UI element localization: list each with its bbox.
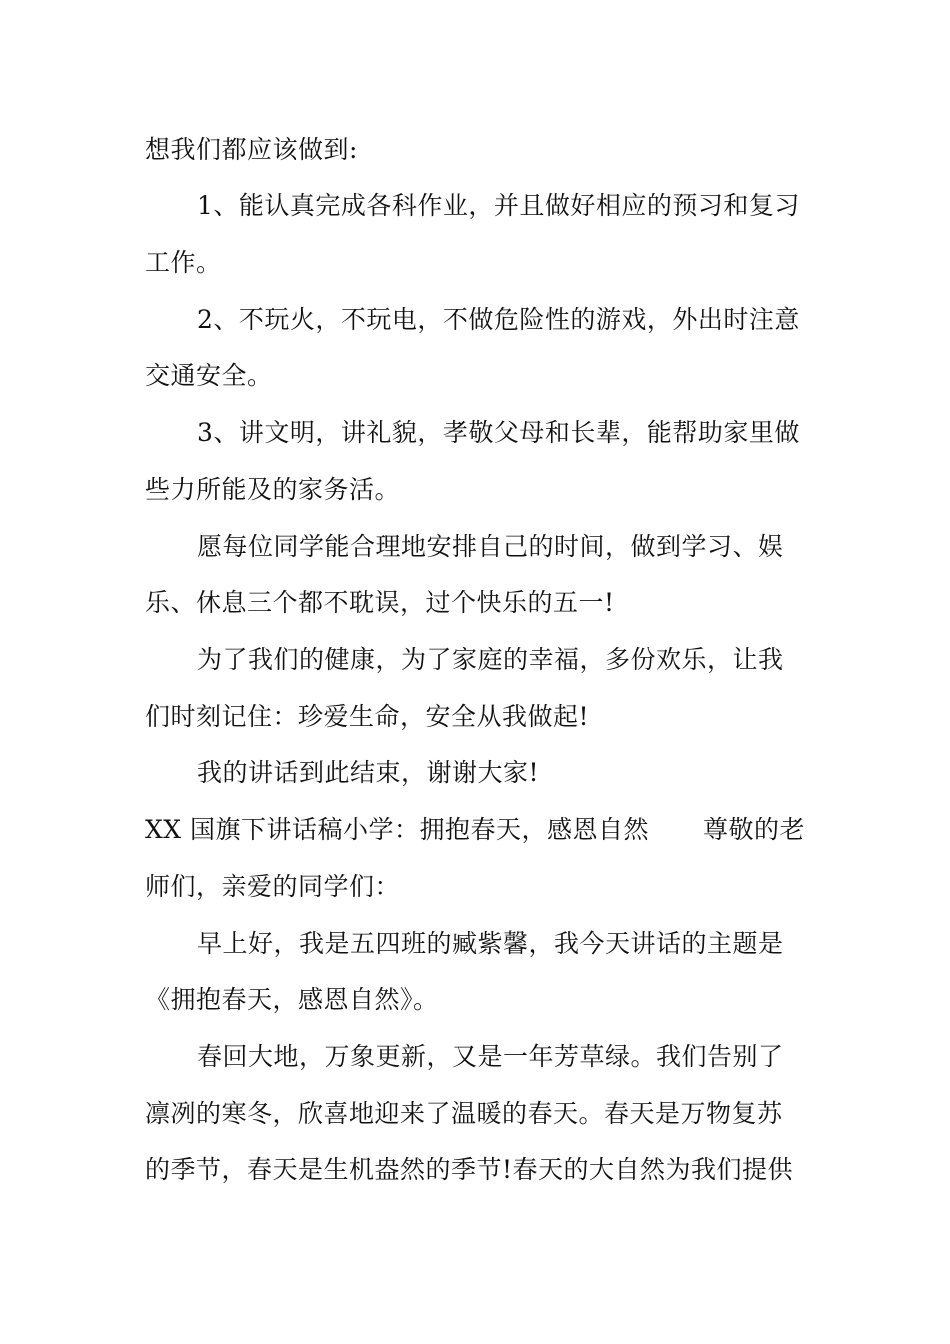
- text-line: 2、不玩火，不玩电，不做危险性的游戏，外出时注意: [197, 305, 800, 334]
- section-heading: XX 国旗下讲话稿小学：拥抱春天，感恩自然: [145, 815, 650, 844]
- text-line: 些力所能及的家务活。: [145, 475, 401, 504]
- text-line: 的季节，春天是生机盎然的季节!春天的大自然为我们提供: [145, 1155, 794, 1184]
- text-line: 凛冽的寒冬，欣喜地迎来了温暖的春天。春天是万物复苏: [145, 1099, 783, 1128]
- text-line: 1、能认真完成各科作业，并且做好相应的预习和复习: [197, 191, 800, 220]
- text-line: 们时刻记住：珍爱生命，安全从我做起!: [145, 702, 590, 731]
- text-line: 想我们都应该做到:: [145, 135, 358, 164]
- text-line: 春回大地，万象更新，又是一年芳草绿。我们告别了: [197, 1042, 784, 1071]
- text-line: 乐、休息三个都不耽误，过个快乐的五一!: [145, 588, 615, 617]
- greeting-start: 尊敬的老: [703, 815, 806, 844]
- text-line: 3、讲文明，讲礼貌，孝敬父母和长辈，能帮助家里做: [197, 418, 800, 447]
- text-line: 交通安全。: [145, 361, 273, 390]
- text-line: 《拥抱春天，感恩自然》。: [145, 985, 439, 1014]
- text-line: 为了我们的健康，为了家庭的幸福，多份欢乐，让我: [197, 645, 784, 674]
- text-line: 工作。: [145, 248, 222, 277]
- text-line: 师们，亲爱的同学们：: [145, 872, 401, 901]
- text-line: 愿每位同学能合理地安排自己的时间，做到学习、娱: [197, 532, 784, 561]
- text-line: 早上好，我是五四班的臧紫馨，我今天讲话的主题是: [197, 929, 784, 958]
- text-line: 我的讲话到此结束，谢谢大家!: [197, 758, 540, 787]
